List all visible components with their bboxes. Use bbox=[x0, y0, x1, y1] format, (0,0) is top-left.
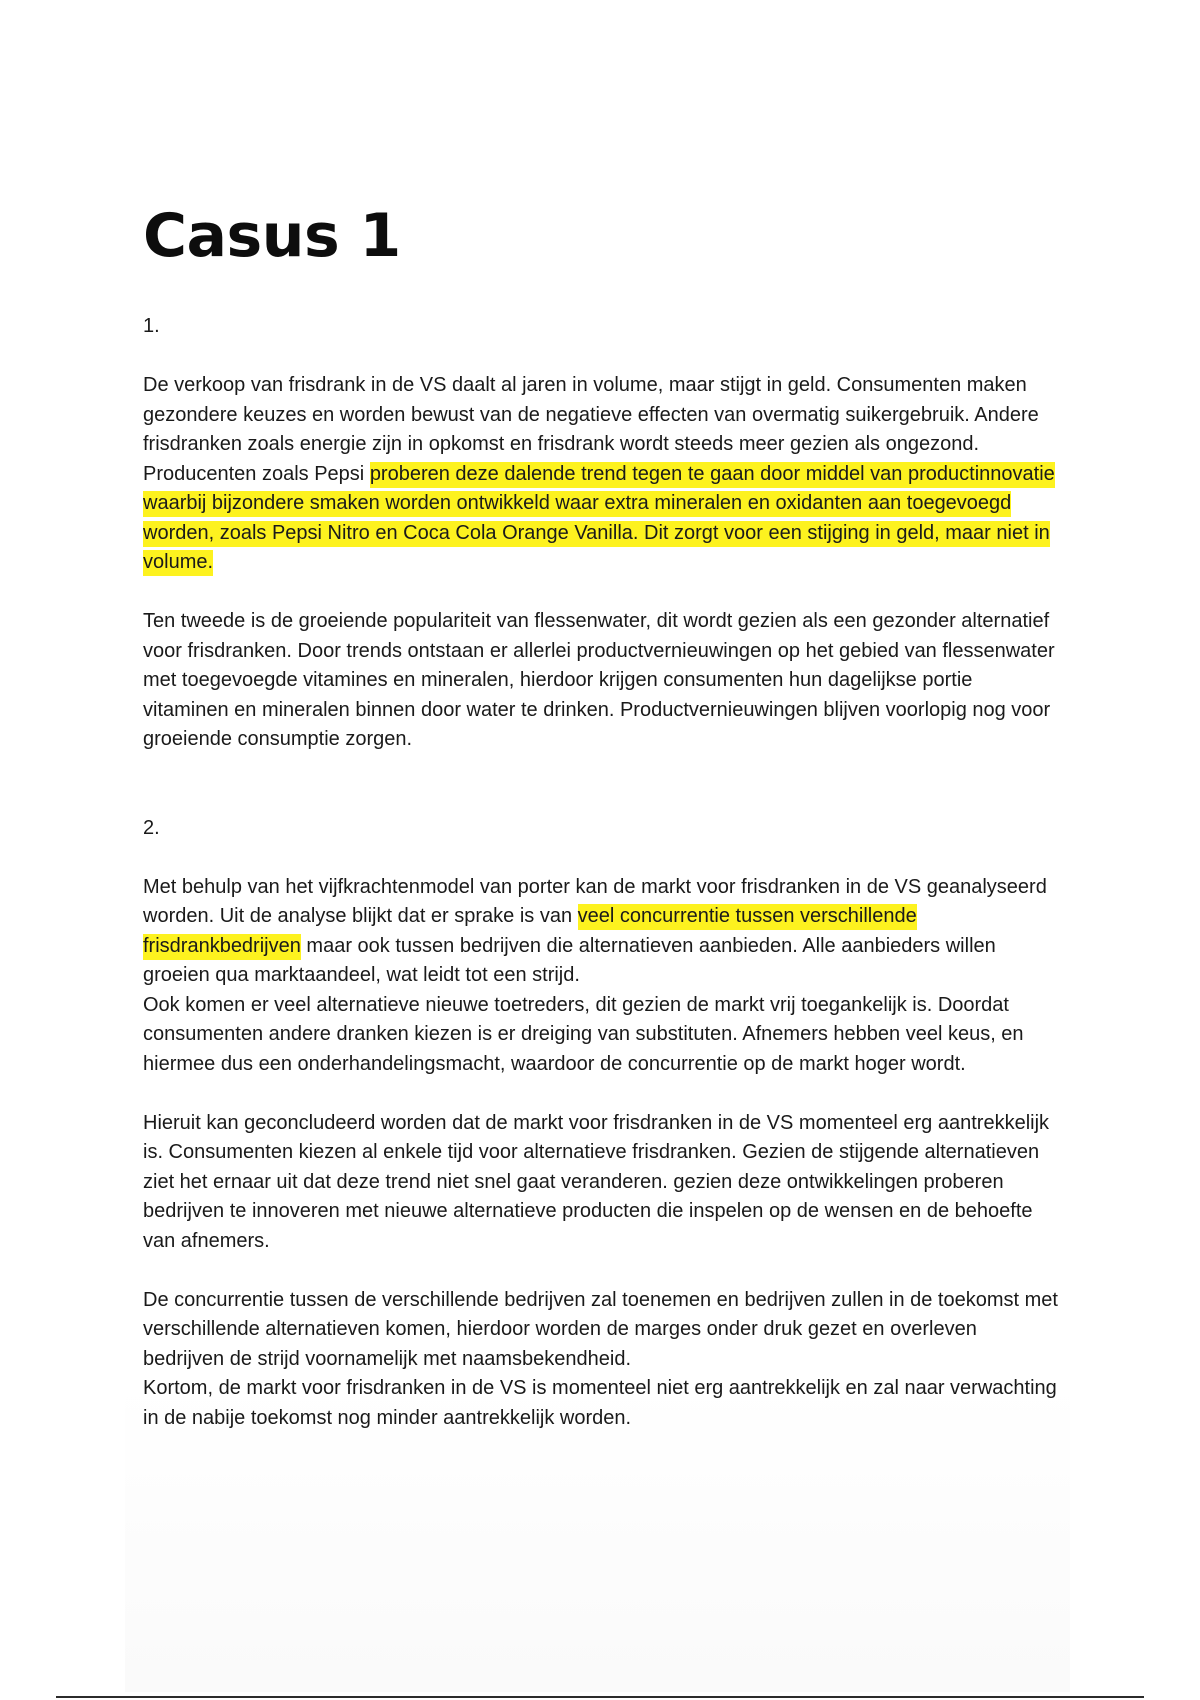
section-1-paragraph-2: Ten tweede is de groeiende populariteit van flessenwater, dit wordt gezien als een gezonder alternatief voor frisdranken. Door trends ontstaan er allerlei productvernieuwingen op het gebied van flessenwater met toegevoegde vitamines en mineralen, hierdoor krijgen consumenten hun dagelijkse portie vitaminen en mineralen binnen door water te drinken. Productvernieuwingen blijven voorlopig nog voor groeiende consumptie zorgen. bbox=[143, 610, 1055, 750]
section-2-highlighted-text: veel concurrentie tussen verschillende frisdrankbedrijven bbox=[143, 904, 917, 960]
section-1-paragraph-1-text: De verkoop van frisdrank in de VS daalt al jaren in volume, maar stijgt in geld. Consumenten maken gezondere keuzes en worden bewust van de negatieve effecten van overmatig suikergebruik. Andere frisdranken zoals energie zijn in opkomst en frisdrank wordt steeds meer gezien als ongezond. Producenten zoals Pepsi bbox=[143, 374, 1039, 485]
section-1-paragraph-1 bbox=[143, 371, 1063, 578]
section-2-paragraph-1-tail: maar ook tussen bedrijven die alternatieven aanbieden. Alle aanbieders willen groeien qua marktaandeel, wat leidt tot een strijd. bbox=[143, 934, 996, 986]
section-2-paragraph-3b: Kortom, de markt voor frisdranken in de VS is momenteel niet erg aantrekkelijk en zal naar verwachting in de nabije toekomst nog minder aantrekkelijk worden. bbox=[143, 1377, 1057, 1429]
section-1-highlighted-text: proberen deze dalende trend tegen te gaan door middel van productinnovatie waarbij bijzondere smaken worden ontwikkeld waar extra mineralen en oxidanten aan toegevoegd worden, zoals Pepsi Nitro en Coca Cola Orange Vanilla. Dit zorgt voor een stijging in geld, maar niet in volume. bbox=[143, 462, 1055, 577]
document-body bbox=[143, 200, 1063, 1463]
section-spacer bbox=[143, 784, 1063, 814]
section-2-paragraph-1-text: Met behulp van het vijfkrachtenmodel van porter kan de markt voor frisdranken in de VS geanalyseerd worden. Uit de analyse blijkt dat er sprake is van bbox=[143, 875, 1047, 927]
section-2-paragraph-2: Hieruit kan geconcludeerd worden dat de markt voor frisdranken in de VS momenteel erg aantrekkelijk is. Consumenten kiezen al enkele tijd voor alternatieve frisdranken. Gezien de stijgende alternatieven ziet het ernaar uit dat deze trend niet snel gaat veranderen. gezien deze ontwikkelingen proberen bedrijven te innoveren met nieuwe alternatieve producten die inspelen op de wensen en de behoefte van afnemers. bbox=[143, 1111, 1050, 1252]
section-2-number: 2. bbox=[143, 816, 160, 839]
section-2-paragraph-3: De concurrentie tussen de verschillende bedrijven zal toenemen en bedrijven zullen in de toekomst met verschillende alternatieven komen, hierdoor worden de marges onder druk gezet en overleven bedrijven de strijd voornamelijk met naamsbekendheid. bbox=[143, 1288, 1058, 1370]
section-2-paragraph-1b: Ook komen er veel alternatieve nieuwe toetreders, dit gezien de markt vrij toegankelijk is. Doordat consumenten andere dranken kiezen is er dreiging van substituten. Afnemers hebben veel keus, en hiermee dus een onderhandelingsmacht, waardoor de concurrentie op de markt hoger wordt. bbox=[143, 993, 1024, 1075]
section-2-paragraph-1 bbox=[143, 873, 1063, 991]
document-title: Casus 1 bbox=[143, 201, 401, 271]
footer-rule bbox=[56, 1696, 1144, 1698]
section-1-number: 1. bbox=[143, 315, 160, 337]
